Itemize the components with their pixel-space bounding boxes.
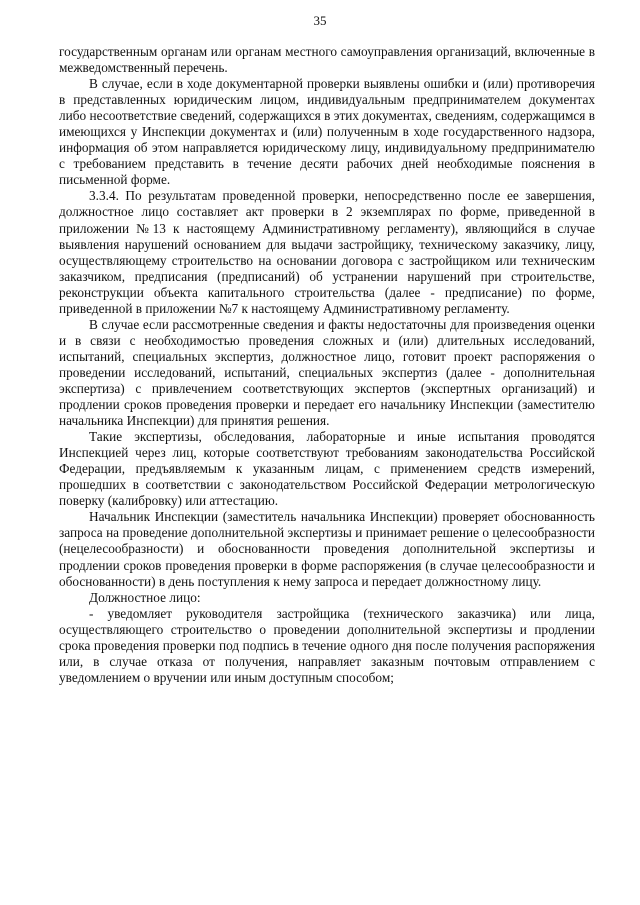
paragraph-continuation: государственным органам или органам местного самоуправления организаций, включенные в межведомственный перечень. bbox=[59, 44, 595, 76]
paragraph-additional-expertise: В случае если рассмотренные сведения и факты недостаточны для произведения оценки и в связи с необходимостью проведения сложных и (или) длительных исследований, испытаний, специальных экспертиз, должностное лицо, готовит проект распоряжения о проведении исследований, испытаний, специальных экспертиз (далее - дополнительная экспертиза) с привлечением соответствующих экспертов (экспертных организаций) и продлении сроков проведения проверки и передает его начальнику Инспекции (заместителю начальника Инспекции) для принятия решения. bbox=[59, 316, 595, 429]
document-body bbox=[59, 44, 595, 686]
page-number: 35 bbox=[313, 13, 327, 28]
paragraph-expertise-requirements: Такие экспертизы, обследования, лабораторные и иные испытания проводятся Инспекцией через лиц, которые соответствуют требованиям законодательства Российской Федерации, предъявляемым к указанным лицам, с применением средств измерений, прошедших в соответствии с законодательством Российской Федерации метрологическую поверку (калибровку) или аттестацию. bbox=[59, 429, 595, 509]
paragraph-official-heading: Должностное лицо: bbox=[89, 589, 201, 605]
paragraph-3-3-4-inspection-act: 3.3.4. По результатам проведенной проверки, непосредственно после ее завершения, должностное лицо составляет акт проверки в 2 экземплярах по форме, приведенной в приложении №13 к настоящему Административному регламенту), являющийся в случае выявления нарушений основанием для выдачи застройщику, техническому заказчику, лицу, осуществляющему строительство на основании договора с застройщиком или техническим заказчиком, предписания (предписаний) об устранении нарушений при строительстве, реконструкции объекта капитального строительства (далее - предписание) по форме, приведенной в приложении №7 к настоящему Административному регламенту. bbox=[59, 188, 595, 316]
paragraph-documentary-check-errors: В случае, если в ходе документарной проверки выявлены ошибки и (или) противоречия в представленных юридическим лицом, индивидуальным предпринимателем документах либо несоответствие сведений, содержащихся в этих документах, сведениям, содержащимся в имеющихся у Инспекции документах и (или) полученным в ходе государственного надзора, информация об этом направляется юридическому лицу, индивидуальному предпринимателю с требованием представить в течение десяти рабочих дней необходимые пояснения в письменной форме. bbox=[59, 76, 595, 188]
paragraph-notification-item: - уведомляет руководителя застройщика (технического заказчика) или лица, осуществляющего строительство о проведении дополнительной экспертизы и продлении срока проведения проверки под подпись в течение одного дня после получения распоряжения или, в случае отказа от получения, направляет заказным почтовым отправлением с уведомлением о вручении или иным доступным способом; bbox=[59, 605, 595, 685]
paragraph-head-decision: Начальник Инспекции (заместитель начальника Инспекции) проверяет обоснованность запроса на проведение дополнительной экспертизы и принимает решение о целесообразности (нецелесообразности) и обоснованности проведения дополнительной экспертизы и продлении сроков проведения проверки в форме распоряжения (в случае целесообразности и обоснованности) в день поступления к нему запроса и передает должностному лицу. bbox=[59, 509, 595, 589]
